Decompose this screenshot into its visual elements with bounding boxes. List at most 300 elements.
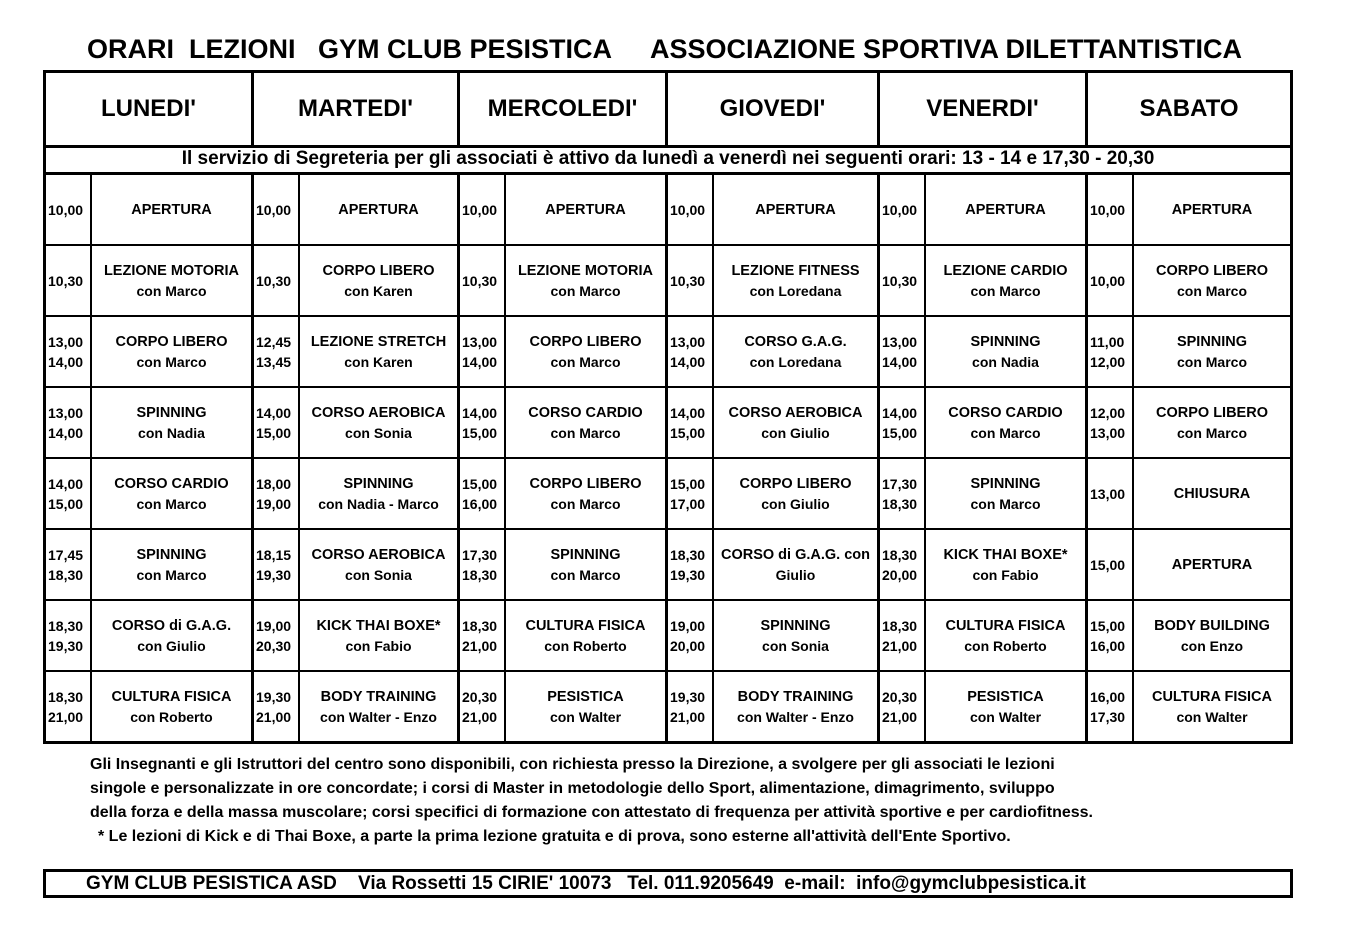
slot-activity — [714, 530, 877, 599]
class-slot — [254, 459, 457, 530]
class-slot — [668, 672, 877, 741]
slot-activity — [714, 459, 877, 528]
slot-time — [1088, 672, 1134, 741]
class-slot — [254, 317, 457, 388]
end-time: 21,00 — [256, 708, 292, 725]
class-slot — [254, 246, 457, 317]
instructor-name: con Nadia — [138, 424, 205, 441]
slot-time — [46, 246, 92, 315]
slot-activity — [92, 672, 251, 741]
end-time: 21,00 — [48, 708, 84, 725]
activity-name: CULTURA FISICA — [111, 688, 232, 705]
slot-time — [254, 601, 300, 670]
day-header: SABATO — [1139, 95, 1239, 122]
start-time: 10,30 — [462, 272, 498, 289]
day-header: VENERDI' — [880, 73, 1088, 145]
slot-time — [668, 388, 714, 457]
slot-activity — [926, 601, 1085, 670]
start-time: 18,00 — [256, 475, 292, 492]
start-time: 18,30 — [670, 546, 706, 563]
start-time: 10,00 — [48, 201, 84, 218]
slot-activity — [506, 530, 665, 599]
title-gym-name: ORARI LEZIONI GYM CLUB PESISTICA — [87, 34, 613, 64]
start-time: 19,30 — [670, 688, 706, 705]
end-time: 15,00 — [462, 424, 498, 441]
instructor-name: con Nadia - Marco — [318, 495, 439, 512]
activity-name: SPINNING — [343, 475, 414, 492]
start-time: 18,30 — [462, 617, 498, 634]
instructor-name: con Marco — [1176, 282, 1247, 299]
class-slot — [880, 246, 1085, 317]
slot-time — [460, 672, 506, 741]
slot-activity — [714, 317, 877, 386]
instructor-name: con Roberto — [964, 637, 1047, 654]
start-time: 10,00 — [1090, 201, 1126, 218]
slot-time — [880, 672, 926, 741]
day-column — [1088, 175, 1290, 741]
instructor-name: con Loredana — [749, 353, 842, 370]
class-slot — [254, 388, 457, 459]
slot-activity — [300, 175, 457, 244]
slot-activity — [926, 672, 1085, 741]
slot-activity — [1134, 459, 1290, 528]
slot-time — [1088, 601, 1134, 670]
slot-time — [1088, 530, 1134, 599]
end-time: 19,30 — [256, 566, 292, 583]
slot-time — [460, 175, 506, 244]
slot-time — [880, 530, 926, 599]
slot-activity — [1134, 672, 1290, 741]
class-slot — [668, 601, 877, 672]
slot-activity — [1134, 175, 1290, 244]
schedule-table — [43, 70, 1293, 744]
class-slot — [460, 459, 665, 530]
activity-name: LEZIONE FITNESS — [731, 262, 860, 279]
slot-activity — [1134, 246, 1290, 315]
instructor-name: con Enzo — [1180, 637, 1244, 654]
slot-activity — [1134, 601, 1290, 670]
activity-name: SPINNING — [760, 617, 831, 634]
class-slot — [254, 530, 457, 601]
end-time: 13,00 — [1090, 424, 1126, 441]
instructor-name: con Marco — [550, 495, 621, 512]
activity-name: CORPO LIBERO — [1156, 262, 1268, 279]
instructor-name: con Nadia — [972, 353, 1039, 370]
instructor-name: con Marco — [136, 495, 207, 512]
end-time: 21,00 — [670, 708, 706, 725]
start-time: 19,30 — [256, 688, 292, 705]
end-time: 15,00 — [48, 495, 84, 512]
slot-time — [460, 317, 506, 386]
start-time: 15,00 — [670, 475, 706, 492]
class-slot — [460, 175, 665, 246]
slot-time — [668, 175, 714, 244]
instructor-name: con Walter — [549, 708, 622, 725]
slot-time — [880, 459, 926, 528]
day-header: MERCOLEDI' — [460, 73, 668, 145]
instructor-name: con Sonia — [345, 424, 412, 441]
slot-time — [1088, 459, 1134, 528]
activity-name: CORSO CARDIO — [114, 475, 229, 492]
slot-time — [668, 672, 714, 741]
info-line: Gli Insegnanti e gli Istruttori del centro sono disponibili, con richiesta presso la Direzione, a svolgere per gli associati le lezioni — [90, 756, 1055, 773]
slot-time — [46, 388, 92, 457]
activity-name: KICK THAI BOXE* — [316, 617, 441, 634]
slot-time — [668, 459, 714, 528]
slot-time — [1088, 246, 1134, 315]
activity-name: LEZIONE STRETCH — [310, 333, 447, 350]
activity-name: CORSO di G.A.G. — [111, 617, 232, 634]
slot-activity — [1134, 317, 1290, 386]
class-slot — [668, 317, 877, 388]
info-line: della forza e della massa muscolare; corsi specifici di formazione con attestato di frequenza per attività sportive e per cardiofitness. — [90, 804, 1093, 821]
activity-name: CHIUSURA — [1173, 485, 1251, 502]
activity-name: APERTURA — [131, 201, 212, 218]
activity-name: CORSO AEROBICA — [311, 404, 446, 421]
end-time: 14,00 — [48, 353, 84, 370]
instructor-name: con Marco — [136, 353, 207, 370]
instructor-name: con Marco — [1176, 353, 1247, 370]
start-time: 19,00 — [256, 617, 292, 634]
instructor-name: con Roberto — [544, 637, 627, 654]
start-time: 10,00 — [462, 201, 498, 218]
class-slot — [46, 672, 251, 741]
class-slot — [1088, 601, 1290, 672]
start-time: 10,30 — [882, 272, 918, 289]
instructor-name: con Marco — [1176, 424, 1247, 441]
activity-name: PESISTICA — [547, 688, 624, 705]
slot-time — [254, 672, 300, 741]
start-time: 15,00 — [462, 475, 498, 492]
class-slot — [668, 246, 877, 317]
slot-activity — [926, 246, 1085, 315]
instructor-name: con Marco — [970, 424, 1041, 441]
slot-activity — [92, 459, 251, 528]
footer-contact: GYM CLUB PESISTICA ASD Via Rossetti 15 CIRIE' 10073 Tel. 011.9205649 e-mail: info@gymclubpesistica.it — [43, 869, 1293, 898]
end-time: 18,30 — [882, 495, 918, 512]
day-column — [668, 175, 880, 741]
start-time: 13,00 — [670, 333, 706, 350]
activity-name: KICK THAI BOXE* — [943, 546, 1068, 563]
slot-activity — [92, 601, 251, 670]
end-time: 12,00 — [1090, 353, 1126, 370]
slot-activity — [506, 672, 665, 741]
slot-time — [460, 459, 506, 528]
activity-name: CORSO G.A.G. — [744, 333, 847, 350]
class-slot — [880, 459, 1085, 530]
info-line: * Le lezioni di Kick e di Thai Boxe, a parte la prima lezione gratuita e di prova, sono esterne all'attività dell'Ente Sportivo. — [98, 828, 1011, 845]
end-time: 14,00 — [882, 353, 918, 370]
end-time: 20,00 — [882, 566, 918, 583]
start-time: 11,00 — [1090, 333, 1125, 350]
end-time: 14,00 — [462, 353, 498, 370]
slot-time — [460, 388, 506, 457]
end-time: 15,00 — [256, 424, 292, 441]
start-time: 10,00 — [256, 201, 292, 218]
activity-name: SPINNING — [136, 546, 207, 563]
start-time: 14,00 — [670, 404, 706, 421]
instructor-name: con Giulio — [761, 495, 830, 512]
instructor-name: Giulio — [775, 566, 816, 583]
activity-name: SPINNING — [970, 333, 1041, 350]
slot-time — [46, 601, 92, 670]
activity-name: SPINNING — [136, 404, 207, 421]
start-time: 18,30 — [882, 617, 918, 634]
slot-activity — [92, 388, 251, 457]
instructor-name: con Marco — [550, 353, 621, 370]
class-slot — [668, 175, 877, 246]
day-column — [46, 175, 254, 741]
instructor-name: con Karen — [344, 353, 413, 370]
activity-name: SPINNING — [550, 546, 621, 563]
class-slot — [460, 530, 665, 601]
end-time: 13,45 — [256, 353, 292, 370]
start-time: 17,30 — [462, 546, 498, 563]
class-slot — [1088, 317, 1290, 388]
class-slot — [880, 388, 1085, 459]
class-slot — [1088, 672, 1290, 741]
slot-activity — [300, 601, 457, 670]
slot-time — [1088, 317, 1134, 386]
day-header: MARTEDI' — [254, 73, 460, 145]
start-time: 18,30 — [882, 546, 918, 563]
start-time: 13,00 — [48, 333, 84, 350]
start-time: 14,00 — [882, 404, 918, 421]
slot-time — [46, 530, 92, 599]
slot-activity — [300, 530, 457, 599]
info-text — [90, 753, 1290, 849]
slot-time — [254, 388, 300, 457]
class-slot — [1088, 459, 1290, 530]
class-slot — [46, 601, 251, 672]
end-time: 20,00 — [670, 637, 706, 654]
slot-activity — [506, 388, 665, 457]
start-time: 13,00 — [882, 333, 918, 350]
end-time: 19,30 — [48, 637, 84, 654]
start-time: 10,30 — [48, 272, 84, 289]
end-time: 21,00 — [462, 637, 498, 654]
class-slot — [46, 317, 251, 388]
slot-time — [460, 246, 506, 315]
instructor-name: con Marco — [550, 282, 621, 299]
end-time: 19,00 — [256, 495, 292, 512]
activity-name: LEZIONE CARDIO — [943, 262, 1068, 279]
day-column — [880, 175, 1088, 741]
class-slot — [1088, 175, 1290, 246]
title-association: ASSOCIAZIONE SPORTIVA DILETTANTISTICA — [650, 34, 1243, 64]
class-slot — [1088, 530, 1290, 601]
instructor-name: con Walter — [969, 708, 1042, 725]
slot-activity — [92, 317, 251, 386]
slot-activity — [926, 388, 1085, 457]
instructor-name: con Marco — [136, 566, 207, 583]
activity-name: APERTURA — [338, 201, 419, 218]
slot-time — [460, 530, 506, 599]
start-time: 17,30 — [882, 475, 918, 492]
activity-name: CORSO di G.A.G. con — [720, 546, 871, 563]
slot-time — [668, 530, 714, 599]
activity-name: LEZIONE MOTORIA — [103, 262, 240, 279]
slot-time — [46, 459, 92, 528]
slot-time — [1088, 388, 1134, 457]
instructor-name: con Sonia — [762, 637, 829, 654]
slot-time — [880, 317, 926, 386]
slot-activity — [300, 246, 457, 315]
slot-time — [880, 246, 926, 315]
slot-time — [668, 317, 714, 386]
start-time: 10,00 — [882, 201, 918, 218]
class-slot — [880, 317, 1085, 388]
start-time: 18,30 — [48, 617, 84, 634]
activity-name: APERTURA — [965, 201, 1046, 218]
end-time: 21,00 — [462, 708, 498, 725]
activity-name: CORPO LIBERO — [322, 262, 435, 279]
slot-time — [880, 601, 926, 670]
instructor-name: con Walter - Enzo — [737, 708, 854, 725]
activity-name: PESISTICA — [967, 688, 1044, 705]
slot-activity — [506, 175, 665, 244]
end-time: 20,30 — [256, 637, 292, 654]
activity-name: CORSO CARDIO — [948, 404, 1063, 421]
end-time: 14,00 — [670, 353, 706, 370]
class-slot — [460, 388, 665, 459]
activity-name: CORPO LIBERO — [739, 475, 852, 492]
instructor-name: con Marco — [970, 495, 1041, 512]
end-time: 16,00 — [462, 495, 498, 512]
class-slot — [254, 672, 457, 741]
slot-activity — [506, 317, 665, 386]
slot-activity — [926, 459, 1085, 528]
slot-activity — [714, 246, 877, 315]
end-time: 15,00 — [670, 424, 706, 441]
start-time: 10,30 — [670, 272, 706, 289]
class-slot — [460, 601, 665, 672]
start-time: 20,30 — [882, 688, 918, 705]
instructor-name: con Marco — [550, 424, 621, 441]
slot-activity — [1134, 530, 1290, 599]
activity-name: BODY TRAINING — [320, 688, 437, 705]
start-time: 15,00 — [1090, 556, 1126, 573]
start-time: 13,00 — [48, 404, 84, 421]
activity-name: CORPO LIBERO — [529, 333, 642, 350]
class-slot — [880, 175, 1085, 246]
end-time: 16,00 — [1090, 637, 1126, 654]
instructor-name: con Fabio — [345, 637, 412, 654]
start-time: 14,00 — [462, 404, 498, 421]
end-time: 17,30 — [1090, 708, 1126, 725]
activity-name: BODY BUILDING — [1154, 617, 1270, 634]
end-time: 21,00 — [882, 637, 918, 654]
class-slot — [46, 175, 251, 246]
start-time: 20,30 — [462, 688, 498, 705]
activity-name: LEZIONE MOTORIA — [517, 262, 654, 279]
activity-name: SPINNING — [1176, 333, 1248, 350]
slot-time — [668, 601, 714, 670]
instructor-name: con Fabio — [972, 566, 1039, 583]
end-time: 18,30 — [462, 566, 498, 583]
slot-time — [46, 175, 92, 244]
start-time: 16,00 — [1090, 688, 1126, 705]
end-time: 18,30 — [48, 566, 84, 583]
slot-time — [880, 175, 926, 244]
start-time: 10,00 — [670, 201, 706, 218]
day-column — [460, 175, 668, 741]
start-time: 10,00 — [1090, 272, 1126, 289]
start-time: 15,00 — [1090, 617, 1126, 634]
slot-activity — [506, 601, 665, 670]
slot-activity — [926, 317, 1085, 386]
office-hours-notice: Il servizio di Segreteria per gli associati è attivo da lunedì a venerdì nei seguenti orari: 13 - 14 e 17,30 - 20,30 — [46, 145, 1290, 175]
end-time: 14,00 — [48, 424, 84, 441]
info-line: singole e personalizzate in ore concordate; i corsi di Master in metodologie dello Sport, alimentazione, dimagrimento, sviluppo — [90, 780, 1055, 797]
slot-activity — [92, 246, 251, 315]
activity-name: CULTURA FISICA — [525, 617, 646, 634]
slot-activity — [714, 672, 877, 741]
slot-activity — [926, 530, 1085, 599]
class-slot — [880, 672, 1085, 741]
instructor-name: con Giulio — [137, 637, 206, 654]
class-slot — [46, 246, 251, 317]
slot-time — [254, 317, 300, 386]
slot-activity — [300, 459, 457, 528]
activity-name: APERTURA — [755, 201, 836, 218]
activity-name: APERTURA — [1171, 556, 1253, 573]
slot-activity — [300, 388, 457, 457]
instructor-name: con Sonia — [345, 566, 412, 583]
activity-name: CORPO LIBERO — [115, 333, 228, 350]
slot-time — [254, 459, 300, 528]
slot-time — [460, 601, 506, 670]
class-slot — [254, 175, 457, 246]
slot-time — [254, 175, 300, 244]
class-slot — [668, 388, 877, 459]
activity-name: CORPO LIBERO — [1156, 404, 1268, 421]
start-time: 14,00 — [256, 404, 292, 421]
slot-time — [46, 317, 92, 386]
slot-activity — [926, 175, 1085, 244]
start-time: 12,45 — [256, 333, 292, 350]
start-time: 18,15 — [256, 546, 292, 563]
days-header-row — [46, 73, 1290, 148]
slot-activity — [92, 530, 251, 599]
activity-name: APERTURA — [545, 201, 626, 218]
class-slot — [460, 246, 665, 317]
activity-name: CULTURA FISICA — [945, 617, 1066, 634]
start-time: 17,45 — [48, 546, 84, 563]
slot-activity — [300, 672, 457, 741]
slot-activity — [1134, 388, 1290, 457]
class-slot — [668, 530, 877, 601]
slot-activity — [714, 601, 877, 670]
instructor-name: con Giulio — [761, 424, 830, 441]
end-time: 17,00 — [670, 495, 706, 512]
activity-name: SPINNING — [970, 475, 1041, 492]
start-time: 12,00 — [1090, 404, 1126, 421]
class-slot — [46, 530, 251, 601]
slot-activity — [506, 246, 665, 315]
activity-name: APERTURA — [1171, 201, 1253, 218]
slot-time — [254, 246, 300, 315]
instructor-name: con Walter - Enzo — [320, 708, 437, 725]
start-time: 13,00 — [462, 333, 498, 350]
instructor-name: con Roberto — [130, 708, 213, 725]
class-slot — [880, 601, 1085, 672]
start-time: 10,30 — [256, 272, 292, 289]
day-header: GIOVEDI' — [668, 73, 880, 145]
slot-activity — [300, 317, 457, 386]
day-header: LUNEDI' — [46, 73, 254, 145]
activity-name: CORPO LIBERO — [529, 475, 642, 492]
